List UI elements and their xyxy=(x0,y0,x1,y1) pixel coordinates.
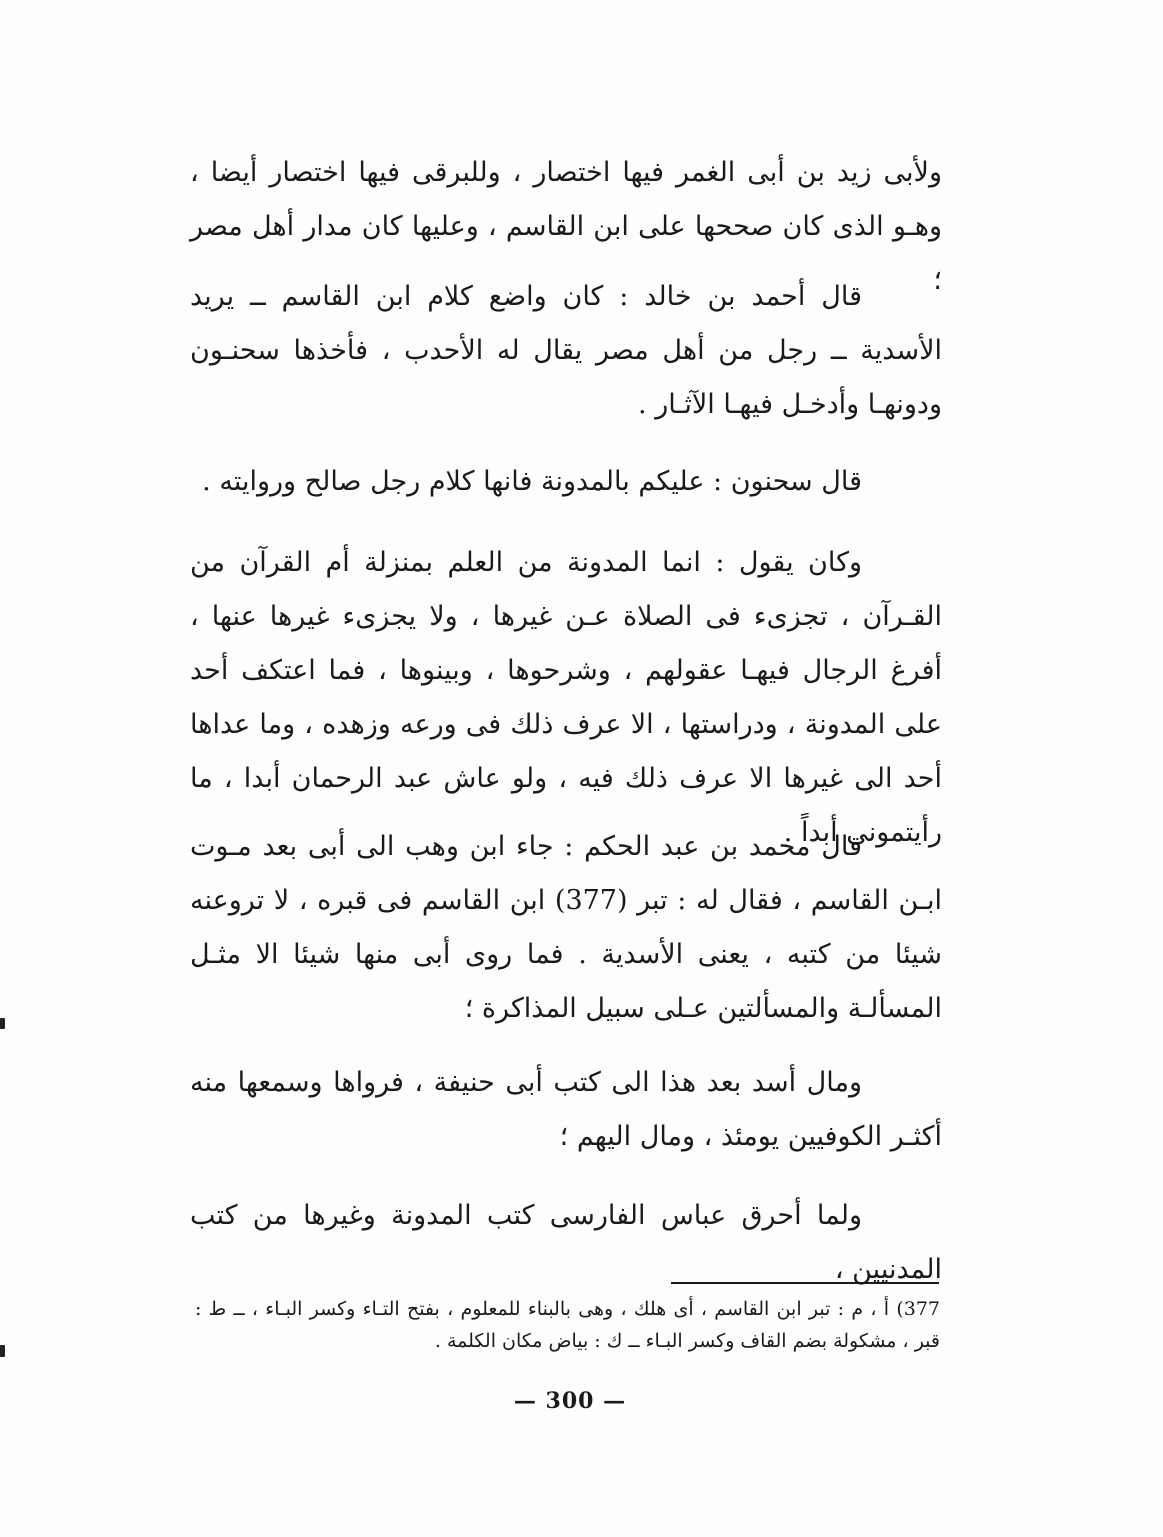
footnote-number: 377) xyxy=(896,1298,941,1320)
scan-artifact xyxy=(0,1345,5,1357)
footnote xyxy=(195,1293,940,1357)
footnote-text: أ ، م : تبر ابن القاسم ، أى هلك ، وهى بالبناء للمعلوم ، بفتح التـاء وكسر البـاء ، ــ ط : قبر ، مشكولة بضم القاف وكسر البـاء ــ ك : بياض مكان الكلمة . xyxy=(195,1298,940,1352)
paragraph: قال محمد بن عبد الحكم : جاء ابن وهب الى أبى بعد مـوت ابـن القاسم ، فقال له : تبر (377) ابن القاسم فى قبره ، لا تروعنه شيئا من كتبه ، يعنى الأسدية . فما روى أبى منها شيئا الا مثـل المسألـة والمسألتين عـلى سبيل المذاكرة ؛ xyxy=(190,831,942,1024)
paragraph: قال أحمد بن خالد : كان واضع كلام ابن القاسم ــ يريد الأسدية ــ رجل من أهل مصر يقال له الأحدب ، فأخذها سحنـون ودونهـا وأدخـل فيهـا الآثـار . xyxy=(190,281,942,420)
footnote-divider xyxy=(671,1282,939,1284)
paragraph: ولأبى زيد بن أبى الغمر فيها اختصار ، وللبرقى فيها اختصار أيضا ، وهـو الذى كان صححها على ابن القاسم ، وعليها كان مدار أهل مصر ؛ xyxy=(190,157,942,296)
paragraph: ومال أسد بعد هذا الى كتب أبى حنيفة ، فرواها وسمعها منه أكثـر الكوفيين يومئذ ، ومال اليهم ؛ xyxy=(190,1067,942,1152)
page-number: — 300 — xyxy=(513,1388,627,1414)
scan-artifact xyxy=(0,1018,5,1029)
paragraph: ولما أحرق عباس الفارسى كتب المدونة وغيرها من كتب المدنيين ، xyxy=(190,1200,942,1285)
paragraph: وكان يقول : انما المدونة من العلم بمنزلة أم القرآن من القـرآن ، تجزىء فى الصلاة عـن غيرها ، ولا يجزىء غيرها عنها ، أفرغ الرجال فيهـا عقولهم ، وشرحوها ، وبينوها ، فما اعتكف أحد على المدونة ، ودراستها ، الا عرف ذلك فى ورعه وزهده ، وما عداها أحد الى غيرها الا عرف ذلك فيه ، ولو عاش عبد الرحمان أبدا ، ما رأيتمونى أبداً . xyxy=(190,547,942,848)
paragraph: قال سحنون : عليكم بالمدونة فانها كلام رجل صالح وروايته . xyxy=(202,466,862,497)
